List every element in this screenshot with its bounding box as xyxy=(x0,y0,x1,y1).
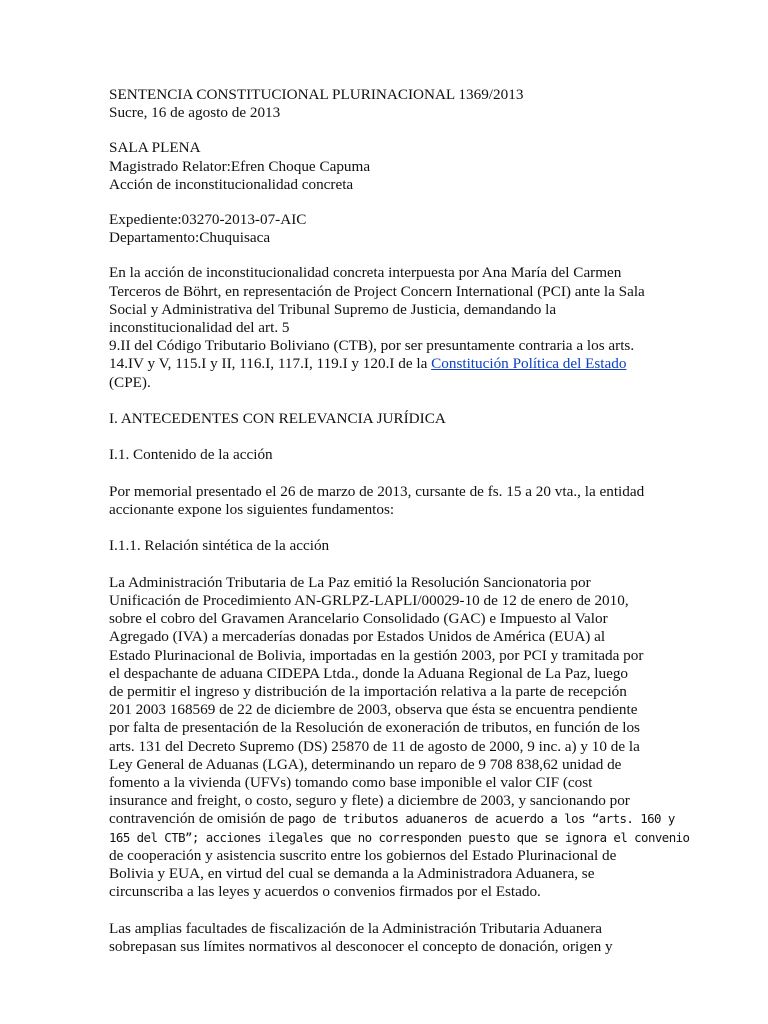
paragraph-line: Agregado (IVA) a mercaderías donadas por Estados Unidos de América (EUA) al xyxy=(109,628,606,646)
monospace-fragment: pago de tributos aduaneros de acuerdo a los “arts. 160 y xyxy=(287,811,675,827)
subsection-heading: I.1.1. Relación sintética de la acción xyxy=(109,537,330,555)
paragraph-line: Las amplias facultades de fiscalización de la Administración Tributaria Aduanera xyxy=(109,919,603,937)
paragraph-line: accionante expone los siguientes fundamentos: xyxy=(109,501,395,519)
paragraph-line: arts. 131 del Decreto Supremo (DS) 25870 de 11 de agosto de 2000, 9 inc. a) y 10 de la xyxy=(109,737,640,755)
monospace-line: 165 del CTB”; acciones ilegales que no corresponden puesto que se ignora el convenio xyxy=(109,829,690,845)
paragraph-line: Bolivia y EUA, en virtud del cual se demanda a la Administradora Aduanera, se xyxy=(109,865,595,883)
paragraph-line: Terceros de Böhrt, en representación de Project Concern International (PCI) ante la Sala xyxy=(109,282,645,300)
departamento: Departamento:Chuquisaca xyxy=(109,229,271,247)
paragraph-line-text: contravención de omisión de xyxy=(109,810,288,828)
paragraph-line: inconstitucionalidad del art. 5 xyxy=(109,319,290,337)
paragraph-line: circunscriba a las leyes y acuerdos o convenios firmados por el Estado. xyxy=(109,883,541,901)
paragraph-line xyxy=(109,355,669,373)
main-paragraph xyxy=(109,573,690,902)
magistrado-relator: Magistrado Relator:Efren Choque Capuma xyxy=(109,157,371,175)
intro-paragraph xyxy=(109,264,669,391)
paragraph-line: sobre el cobro del Gravamen Arancelario Consolidado (GAC) e Impuesto al Valor xyxy=(109,610,608,628)
paragraph-line: (CPE). xyxy=(109,373,151,391)
memorial-paragraph xyxy=(109,483,669,519)
document-header xyxy=(109,86,669,247)
paragraph-line: La Administración Tributaria de La Paz emitió la Resolución Sancionatoria por xyxy=(109,573,591,591)
subsection-heading: I.1. Contenido de la acción xyxy=(109,446,273,464)
action-type: Acción de inconstitucionalidad concreta xyxy=(109,175,354,193)
paragraph-line: Ley General de Aduanas (LGA), determinando un reparo de 9 708 838,62 unidad de xyxy=(109,755,622,773)
paragraph-line: sobrepasan sus límites normativos al desconocer el concepto de donación, origen y xyxy=(109,937,613,955)
paragraph-line: de cooperación y asistencia suscrito entre los gobiernos del Estado Plurinacional de xyxy=(109,846,617,864)
paragraph-line: por falta de presentación de la Resolución de exoneración de tributos, en función de los xyxy=(109,719,640,737)
last-paragraph xyxy=(109,920,669,956)
paragraph-line: Por memorial presentado el 26 de marzo de 2013, cursante de fs. 15 a 20 vta., la entidad xyxy=(109,482,645,500)
document-page xyxy=(109,86,690,956)
paragraph-line: Estado Plurinacional de Bolivia, importadas en la gestión 2003, por PCI y tramitada por xyxy=(109,646,644,664)
sentence-title: SENTENCIA CONSTITUCIONAL PLURINACIONAL 1369/2013 xyxy=(109,86,524,103)
paragraph-line: 201 2003 168569 de 22 de diciembre de 2003, observa que ésta se encuentra pendiente xyxy=(109,701,638,719)
paragraph-line: En la acción de inconstitucionalidad concreta interpuesta por Ana María del Carmen xyxy=(109,264,622,282)
constitution-link[interactable]: Constitución Política del Estado xyxy=(431,355,627,373)
paragraph-line: el despachante de aduana CIDEPA Ltda., donde la Aduana Regional de La Paz, luego xyxy=(109,664,629,682)
paragraph-line-text: 14.IV y V, 115.I y II, 116.I, 117.I, 119.I y 120.I de la xyxy=(109,355,432,373)
paragraph-line xyxy=(109,810,675,828)
sala-label: SALA PLENA xyxy=(109,139,201,157)
paragraph-line: fomento a la vivienda (UFVs) tomando como base imponible el valor CIF (cost xyxy=(109,774,593,792)
paragraph-line: Unificación de Procedimiento AN-GRLPZ-LAPLI/00029-10 de 12 de enero de 2010, xyxy=(109,592,629,609)
expediente: Expediente:03270-2013-07-AIC xyxy=(109,211,307,229)
paragraph-line: insurance and freight, o costo, seguro y flete) a diciembre de 2003, y sancionando por xyxy=(109,792,630,810)
paragraph-line: de permitir el ingreso y distribución de la importación relativa a la parte de recepción xyxy=(109,683,627,701)
place-date: Sucre, 16 de agosto de 2013 xyxy=(109,104,281,122)
paragraph-line: Social y Administrativa del Tribunal Supremo de Justicia, demandando la xyxy=(109,300,557,318)
paragraph-line: 9.II del Código Tributario Boliviano (CTB), por ser presuntamente contraria a los arts. xyxy=(109,337,635,355)
section-heading: I. ANTECEDENTES CON RELEVANCIA JURÍDICA xyxy=(109,410,446,428)
